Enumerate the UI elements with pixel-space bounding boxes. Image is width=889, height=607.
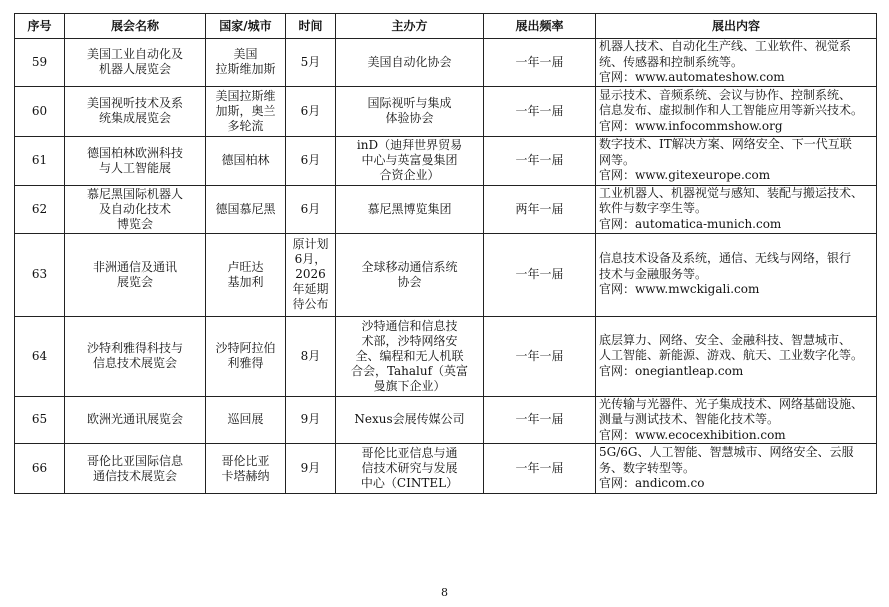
- cell-content: [596, 39, 877, 87]
- cell-name: [65, 39, 206, 87]
- cell-time-line: 9月: [300, 461, 321, 475]
- cell-frequency: 一年一届: [484, 86, 596, 136]
- cell-name-line: 美国工业自动化及: [86, 47, 183, 62]
- cell-organizer-line: 沙特通信和信息技: [361, 318, 458, 333]
- cell-content-line: 工业机器人、机器视觉与感知、装配与搬运技术、: [599, 185, 864, 200]
- cell-index: 66: [15, 444, 65, 494]
- cell-organizer-line: 中心与英富曼集团: [361, 153, 458, 167]
- cell-time-line: 6月: [300, 153, 321, 167]
- cell-name: [65, 444, 206, 494]
- cell-name-line: 德国柏林欧洲科技: [86, 145, 183, 160]
- cell-content-line: 测量与测试技术、智能化技术等。: [599, 412, 780, 426]
- cell-content-line: 5G/6G、人工智能、智慧城市、网络安全、云服: [599, 445, 854, 460]
- cell-content-line: 官网：andicom.co: [599, 476, 705, 491]
- cell-name: [65, 316, 206, 396]
- cell-location-line: 沙特阿拉伯: [215, 341, 276, 355]
- cell-organizer-line: 全、编程和无人机联: [355, 348, 464, 363]
- cell-organizer-line: Nexus会展传媒公司: [354, 412, 465, 427]
- cell-index: 63: [15, 233, 65, 316]
- cell-index: 60: [15, 86, 65, 136]
- cell-location-line: 美国拉斯维: [215, 88, 276, 103]
- header-frequency: 展出频率: [484, 14, 596, 39]
- cell-location: [206, 233, 286, 316]
- cell-content: [596, 86, 877, 136]
- cell-time: [286, 86, 336, 136]
- cell-time-line: 待公布: [292, 297, 329, 311]
- cell-content-line: 数字技术、IT解决方案、网络安全、下一代互联: [599, 137, 852, 152]
- table-row: [15, 185, 877, 233]
- cell-location: [206, 136, 286, 185]
- cell-location-line: 哥伦比亚: [221, 453, 270, 468]
- cell-content: [596, 444, 877, 494]
- cell-content-line: 光传输与光器件、光子集成技术、网络基础设施、: [599, 396, 864, 411]
- cell-name: [65, 86, 206, 136]
- cell-name-line: 通信技术展览会: [92, 468, 177, 483]
- header-index: 序号: [15, 14, 65, 39]
- cell-time: [286, 444, 336, 494]
- cell-organizer: [336, 136, 484, 185]
- cell-location: [206, 316, 286, 396]
- cell-name: [65, 136, 206, 185]
- cell-location-line: 多轮流: [227, 118, 264, 133]
- cell-organizer: [336, 233, 484, 316]
- cell-content-line: 官网：automatica-munich.com: [599, 216, 782, 231]
- cell-name-line: 及自动化技术: [98, 201, 171, 216]
- cell-location-line: 卢旺达: [227, 259, 264, 274]
- table-row: [15, 39, 877, 87]
- cell-name: [65, 396, 206, 444]
- header-time: 时间: [286, 14, 336, 39]
- header-organizer: 主办方: [336, 14, 484, 39]
- cell-name-line: 非洲通信及通讯: [92, 259, 177, 274]
- cell-name-line: 与人工智能展: [98, 160, 171, 175]
- cell-frequency: 一年一届: [484, 136, 596, 185]
- cell-name-line: 博览会: [116, 216, 153, 231]
- cell-name-line: 机器人展览会: [98, 62, 171, 77]
- cell-content-line: 技术与金融服务等。: [599, 266, 708, 281]
- cell-time: [286, 316, 336, 396]
- cell-content-line: 官网：www.gitexeurope.com: [599, 168, 771, 183]
- cell-location-line: 德国柏林: [221, 153, 270, 167]
- cell-content-line: 网等。: [599, 152, 636, 167]
- cell-name: [65, 233, 206, 316]
- cell-time-line: 年延期: [292, 282, 329, 296]
- cell-organizer: [336, 185, 484, 233]
- header-location: 国家/城市: [206, 14, 286, 39]
- cell-frequency: 一年一届: [484, 233, 596, 316]
- cell-location: [206, 396, 286, 444]
- cell-name-line: 信息技术展览会: [92, 356, 177, 370]
- cell-frequency: 一年一届: [484, 396, 596, 444]
- cell-location: [206, 185, 286, 233]
- cell-time-line: 8月: [300, 348, 321, 363]
- cell-content: [596, 233, 877, 316]
- cell-content-line: 务、数字转型等。: [599, 460, 696, 475]
- cell-name-line: 欧洲光通讯展览会: [86, 412, 183, 427]
- cell-time-line: 6月: [300, 103, 321, 118]
- cell-name-line: 沙特利雅得科技与: [86, 341, 183, 355]
- cell-time-line: 5月: [300, 54, 321, 69]
- cell-content-line: 机器人技术、自动化生产线、工业软件、视觉系: [599, 39, 852, 53]
- cell-location: [206, 444, 286, 494]
- table-row: [15, 396, 877, 444]
- cell-organizer: [336, 444, 484, 494]
- table-row: [15, 136, 877, 185]
- cell-organizer: [336, 316, 484, 396]
- cell-content: [596, 136, 877, 185]
- cell-content-line: 官网：www.mwckigali.com: [599, 282, 760, 297]
- cell-time-line: 6月: [300, 201, 321, 216]
- table-body: [15, 39, 877, 494]
- cell-content: [596, 185, 877, 233]
- cell-organizer-line: 合会，Tahaluf（英富: [350, 363, 469, 378]
- cell-organizer: [336, 39, 484, 87]
- cell-organizer-line: 全球移动通信系统: [361, 259, 458, 274]
- cell-location-line: 利雅得: [227, 356, 264, 370]
- cell-time: [286, 136, 336, 185]
- cell-location: [206, 39, 286, 87]
- cell-content-line: 官网：www.infocommshow.org: [599, 118, 783, 133]
- table-row: [15, 233, 877, 316]
- cell-location: [206, 86, 286, 136]
- cell-location-line: 拉斯维加斯: [215, 62, 276, 77]
- cell-content-line: 官网：onegiantleap.com: [599, 363, 744, 378]
- cell-content-line: 信息发布、虚拟制作和人工智能应用等新兴技术。: [599, 103, 864, 118]
- header-name: 展会名称: [65, 14, 206, 39]
- cell-name-line: 统集成展览会: [98, 111, 171, 125]
- cell-content-line: 显示技术、音频系统、会议与协作、控制系统、: [599, 87, 852, 102]
- cell-organizer-line: 美国自动化协会: [367, 54, 452, 69]
- cell-content: [596, 316, 877, 396]
- cell-content-line: 底层算力、网络、安全、金融科技、智慧城市、: [599, 332, 852, 347]
- cell-organizer-line: 中心（CINTEL）: [360, 476, 459, 490]
- cell-content-line: 官网：www.automateshow.com: [599, 70, 785, 84]
- table-header-row: [15, 14, 877, 39]
- header-content: 展出内容: [596, 14, 877, 39]
- cell-organizer-line: 慕尼黑博览集团: [367, 201, 452, 216]
- cell-name-line: 哥伦比亚国际信息: [86, 453, 183, 468]
- cell-index: 61: [15, 136, 65, 185]
- cell-content-line: 人工智能、新能源、游戏、航天、工业数字化等。: [599, 348, 864, 363]
- cell-organizer-line: 信技术研究与发展: [361, 461, 458, 475]
- cell-organizer-line: 哥伦比亚信息与通: [361, 446, 458, 460]
- cell-frequency: 一年一届: [484, 316, 596, 396]
- table-row: [15, 86, 877, 136]
- cell-content-line: 软件与数字孪生等。: [599, 201, 708, 216]
- cell-name: [65, 185, 206, 233]
- cell-location-line: 美国: [233, 47, 258, 62]
- cell-time-line: 6月，: [294, 252, 327, 266]
- cell-location-line: 加斯，奥兰: [215, 103, 276, 118]
- cell-index: 64: [15, 316, 65, 396]
- cell-organizer-line: 协会: [397, 274, 422, 289]
- table-row: [15, 316, 877, 396]
- cell-organizer-line: 术部，沙特网络安: [361, 333, 458, 348]
- cell-time-line: 2026: [295, 267, 326, 281]
- cell-location-line: 卡塔赫纳: [221, 468, 270, 483]
- cell-name-line: 慕尼黑国际机器人: [86, 186, 183, 201]
- cell-organizer: [336, 396, 484, 444]
- cell-location-line: 德国慕尼黑: [215, 201, 276, 216]
- cell-organizer-line: inD（迪拜世界贸易: [356, 138, 463, 152]
- cell-content-line: 统、传感器和控制系统等。: [599, 54, 744, 69]
- cell-organizer-line: 合资企业）: [379, 168, 440, 182]
- cell-frequency: 一年一届: [484, 39, 596, 87]
- cell-time: [286, 396, 336, 444]
- cell-content-line: 信息技术设备及系统，通信、无线与网络，银行: [599, 251, 852, 266]
- cell-organizer-line: 体验协会: [385, 111, 434, 125]
- cell-location-line: 基加利: [227, 274, 264, 289]
- cell-content: [596, 396, 877, 444]
- cell-name-line: 美国视听技术及系: [86, 96, 183, 110]
- cell-time-line: 9月: [300, 412, 321, 427]
- cell-index: 59: [15, 39, 65, 87]
- cell-name-line: 展览会: [116, 274, 153, 289]
- cell-time: [286, 185, 336, 233]
- cell-index: 62: [15, 185, 65, 233]
- cell-time: [286, 39, 336, 87]
- cell-location-line: 巡回展: [227, 412, 264, 427]
- cell-frequency: 两年一届: [484, 185, 596, 233]
- cell-index: 65: [15, 396, 65, 444]
- cell-time: [286, 233, 336, 316]
- cell-organizer-line: 国际视听与集成: [367, 96, 452, 110]
- cell-organizer: [336, 86, 484, 136]
- cell-time-line: 原计划: [292, 237, 329, 251]
- cell-content-line: 官网：www.ecocexhibition.com: [599, 427, 786, 442]
- page-number: 8: [441, 586, 448, 599]
- cell-frequency: 一年一届: [484, 444, 596, 494]
- table-row: [15, 444, 877, 494]
- cell-organizer-line: 曼旗下企业）: [373, 378, 446, 393]
- exhibition-table: [14, 13, 877, 494]
